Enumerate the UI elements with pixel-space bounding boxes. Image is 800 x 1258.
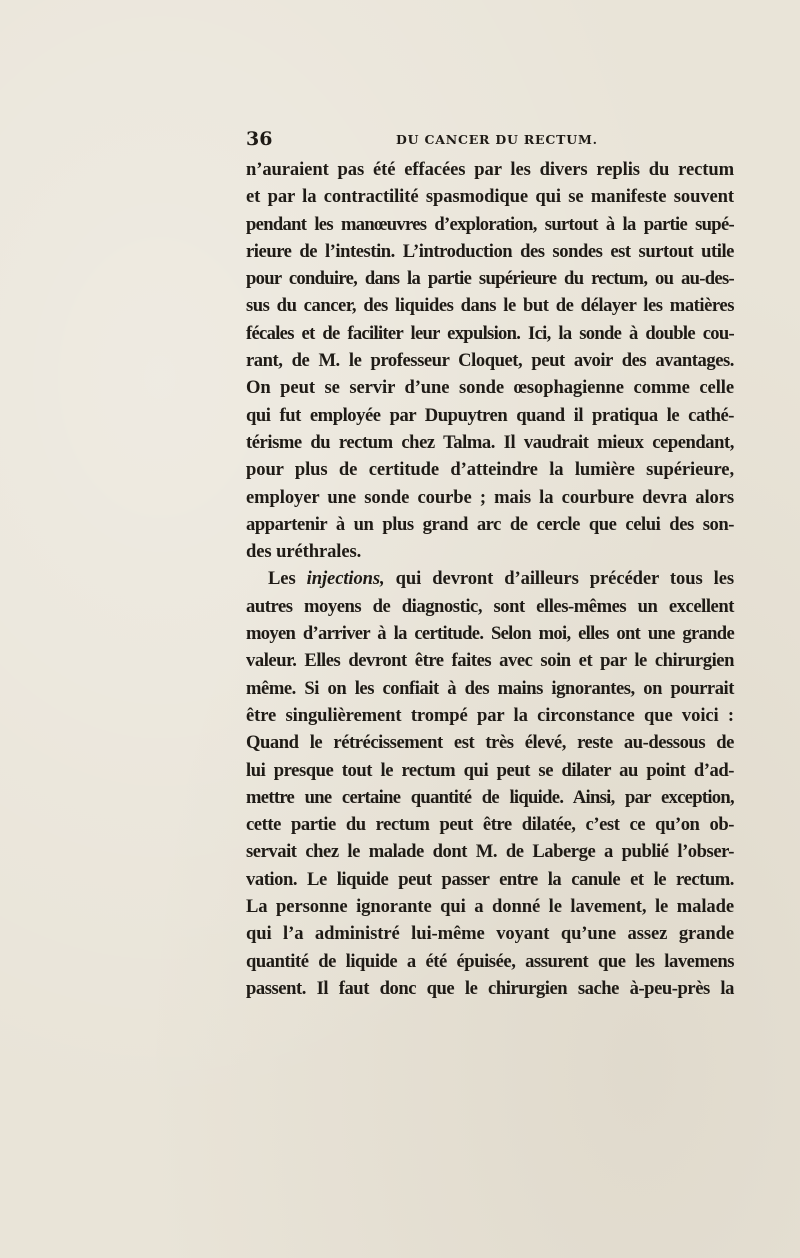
text-line: être singulièrement trompé par la circonstance que voici : xyxy=(246,704,734,726)
text-line: pour plus de certitude d’atteindre la lumière supérieure, xyxy=(246,459,734,481)
text-line: rant, de M. le professeur Cloquet, peut avoir des avantages. xyxy=(246,350,734,372)
body-text xyxy=(246,156,734,1002)
text-line: On peut se servir d’une sonde œsophagienne comme celle xyxy=(246,377,734,399)
text-line: qui l’a administré lui-même voyant qu’une assez grande xyxy=(246,923,734,945)
text-line: sus du cancer, des liquides dans le but de délayer les matières xyxy=(246,295,734,317)
text-line: autres moyens de diagnostic, sont elles-mêmes un excellent xyxy=(246,595,734,617)
text-line: appartenir à un plus grand arc de cercle que celui des son- xyxy=(246,513,734,535)
text-line: cette partie du rectum peut être dilatée, c’est ce qu’on ob- xyxy=(246,814,734,836)
text-line: mettre une certaine quantité de liquide. Ainsi, par exception, xyxy=(246,786,734,808)
text-line: et par la contractilité spasmodique qui se manifeste souvent xyxy=(246,186,734,208)
text-line: térisme du rectum chez Talma. Il vaudrait mieux cependant, xyxy=(246,431,734,453)
text-line: moyen d’arriver à la certitude. Selon moi, elles ont une grande xyxy=(246,623,734,645)
running-head: DU CANCER DU RECTUM. xyxy=(396,132,598,147)
text-line: Quand le rétrécissement est très élevé, reste au-dessous de xyxy=(246,732,734,754)
text-line: pour conduire, dans la partie supérieure du rectum, ou au-des- xyxy=(246,268,734,290)
text-line: employer une sonde courbe ; mais la courbure devra alors xyxy=(246,486,734,508)
italic-term: injections, xyxy=(306,568,385,590)
text-line: quantité de liquide a été épuisée, assurent que les lavemens xyxy=(246,950,734,972)
text-line: vation. Le liquide peut passer entre la canule et le rectum. xyxy=(246,868,734,890)
page-header xyxy=(246,128,734,152)
text-line: n’auraient pas été effacées par les divers replis du rectum xyxy=(246,159,734,180)
text-line: pendant les manœuvres d’exploration, surtout à la partie supé- xyxy=(246,213,734,235)
text-line: lui presque tout le rectum qui peut se dilater au point d’ad- xyxy=(246,759,734,781)
paragraph-1 xyxy=(246,156,734,565)
text-line: passent. Il faut donc que le chirurgien sache à-peu-près la xyxy=(246,977,734,999)
text-run: qui devront d’ailleurs précéder tous les xyxy=(384,568,734,590)
text-line: La personne ignorante qui a donné le lavement, le malade xyxy=(246,896,734,918)
text-line: des uréthrales. xyxy=(246,541,362,563)
text-line: valeur. Elles devront être faites avec soin et par le chirurgien xyxy=(246,650,734,672)
text-line: fécales et de faciliter leur expulsion. Ici, la sonde à double cou- xyxy=(246,322,734,344)
page-number: 36 xyxy=(246,128,273,150)
text-line: même. Si on les confiait à des mains ignorantes, on pourrait xyxy=(246,677,734,699)
paragraph-2 xyxy=(246,565,734,1002)
text-line-first xyxy=(246,565,734,592)
text-run: Les xyxy=(268,568,307,590)
text-line: rieure de l’intestin. L’introduction des sondes est surtout utile xyxy=(246,240,734,262)
text-line: qui fut employée par Dupuytren quand il pratiqua le cathé- xyxy=(246,404,734,426)
text-line: servait chez le malade dont M. de Laberge a publié l’obser- xyxy=(246,841,734,863)
